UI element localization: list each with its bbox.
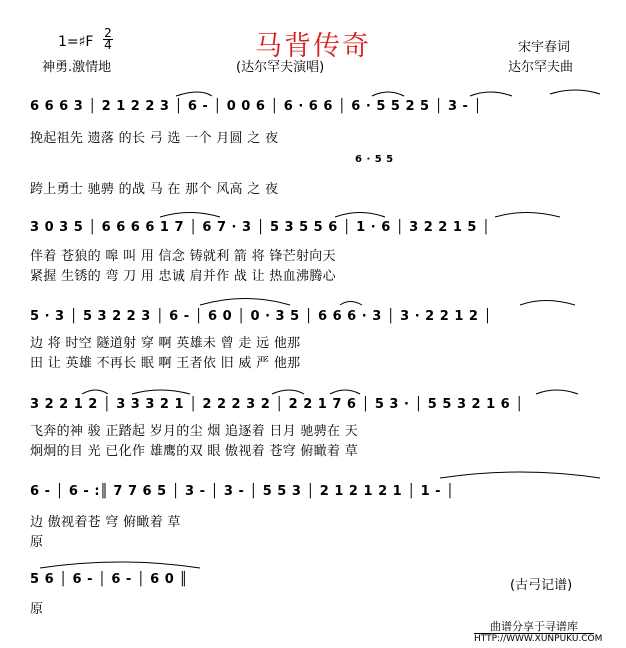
slur-arc: [132, 390, 190, 394]
page-title: 马背传奇: [255, 31, 371, 62]
lyric-row-3-verse-2: 田 让 英雄 不再长 眠 啊 王者依 旧 威 严 他那: [30, 356, 301, 371]
footer-url: HTTP://WWW.XUNPUKU.COM: [474, 634, 603, 644]
slur-arc: [40, 562, 200, 568]
notation-row-5: 6 ‑ │ 6 ‑ :║ 7 7 6 5 │ 3 ‑ │ 3 ‑ │ 5 5 3 │ 2 1 2 1 2 1 │ 1 ‑ │: [30, 484, 455, 499]
slur-arc: [176, 92, 212, 96]
slur-arc: [440, 472, 600, 478]
performer: (达尔罕夫演唱): [236, 60, 325, 75]
tempo-marking: 神勇.激情地: [42, 60, 112, 75]
composer: 达尔罕夫曲: [508, 60, 574, 75]
notation-row-6: 5 6 │ 6 ‑ │ 6 ‑ │ 6 0 ║: [30, 572, 188, 587]
lyric-row-1-verse-2: 跨上勇士 驰骋 的战 马 在 那个 风高 之 夜: [30, 182, 279, 197]
slur-arc: [372, 92, 404, 96]
lyric-row-1-verse-1: 挽起祖先 遗落 的长 弓 选 一个 月圆 之 夜: [30, 131, 279, 146]
lyric-row-4-verse-2: 炯炯的目 光 已化作 雄鹰的双 眼 傲视着 苍穹 俯瞰着 草: [30, 444, 359, 459]
slur-arc: [82, 390, 108, 394]
notation-row-2: 3 0 3 5 │ 6 6 6 6 1 7 │ 6 7 · 3 │ 5 3 5 5 6 │ 1 · 6 │ 3 2 2 1 5 │: [30, 220, 491, 235]
lyric-row-6-verse-1: 原: [30, 602, 44, 617]
slur-arc: [272, 390, 304, 394]
lyric-row-2-verse-2: 紧握 生锈的 弯 刀 用 忠诚 肩并作 战 让 热血沸腾心: [30, 269, 336, 284]
slur-arc: [330, 390, 360, 394]
slur-arc: [470, 92, 512, 96]
slur-arc: [550, 90, 600, 94]
notation-row-4: 3 2 2 1 2 │ 3 3 3 2 1 │ 2 2 2 3 2 │ 2 2 1 7 6 │ 5 3 · │ 5 5 3 2 1 6 │: [30, 397, 524, 412]
lyric-row-3-verse-1: 边 将 时空 隧道射 穿 啊 英雄未 曾 走 远 他那: [30, 336, 301, 351]
notation-row-1: 6 6 6 3 │ 2 1 2 2 3 │ 6 ‑ │ 0 0 6 │ 6 · 6 6 │ 6 · 5 5 2 5 │ 3 ‑ │: [30, 99, 482, 114]
footer-credit: 曲谱分享于寻谱库: [490, 620, 578, 633]
slur-arc: [200, 299, 290, 306]
notation-row-3: 5 · 3 │ 5 3 2 2 3 │ 6 ‑ │ 6 0 │ 0 · 3 5 │ 6 6 6 · 3 │ 3 · 2 2 1 2 │: [30, 309, 492, 324]
key-signature: 1=♯F: [58, 34, 94, 50]
time-signature-bottom: 4: [104, 38, 112, 52]
slur-arc: [520, 301, 575, 306]
lyric-row-4-verse-1: 飞奔的神 骏 正踏起 岁月的尘 烟 追逐着 日月 驰骋在 天: [30, 424, 359, 439]
lyricist: 宋宇春词: [518, 40, 571, 55]
lyric-row-5-verse-1: 边 傲视着苍 穹 俯瞰着 草: [30, 515, 181, 530]
lyric-row-2-verse-1: 伴着 苍狼的 嗥 叫 用 信念 铸就利 箭 将 锋芒射向天: [30, 249, 336, 264]
slur-arc: [335, 213, 385, 218]
ornament-notes: 6 · 5 5: [355, 154, 394, 165]
slur-arc: [340, 302, 362, 306]
slur-arc: [160, 213, 220, 218]
slur-arc: [495, 213, 560, 218]
lyric-row-5-verse-2: 原: [30, 535, 44, 550]
time-signature-top: 2: [104, 26, 112, 40]
slur-arc: [536, 390, 578, 394]
transcriber-note: (古弓记谱): [510, 578, 573, 593]
